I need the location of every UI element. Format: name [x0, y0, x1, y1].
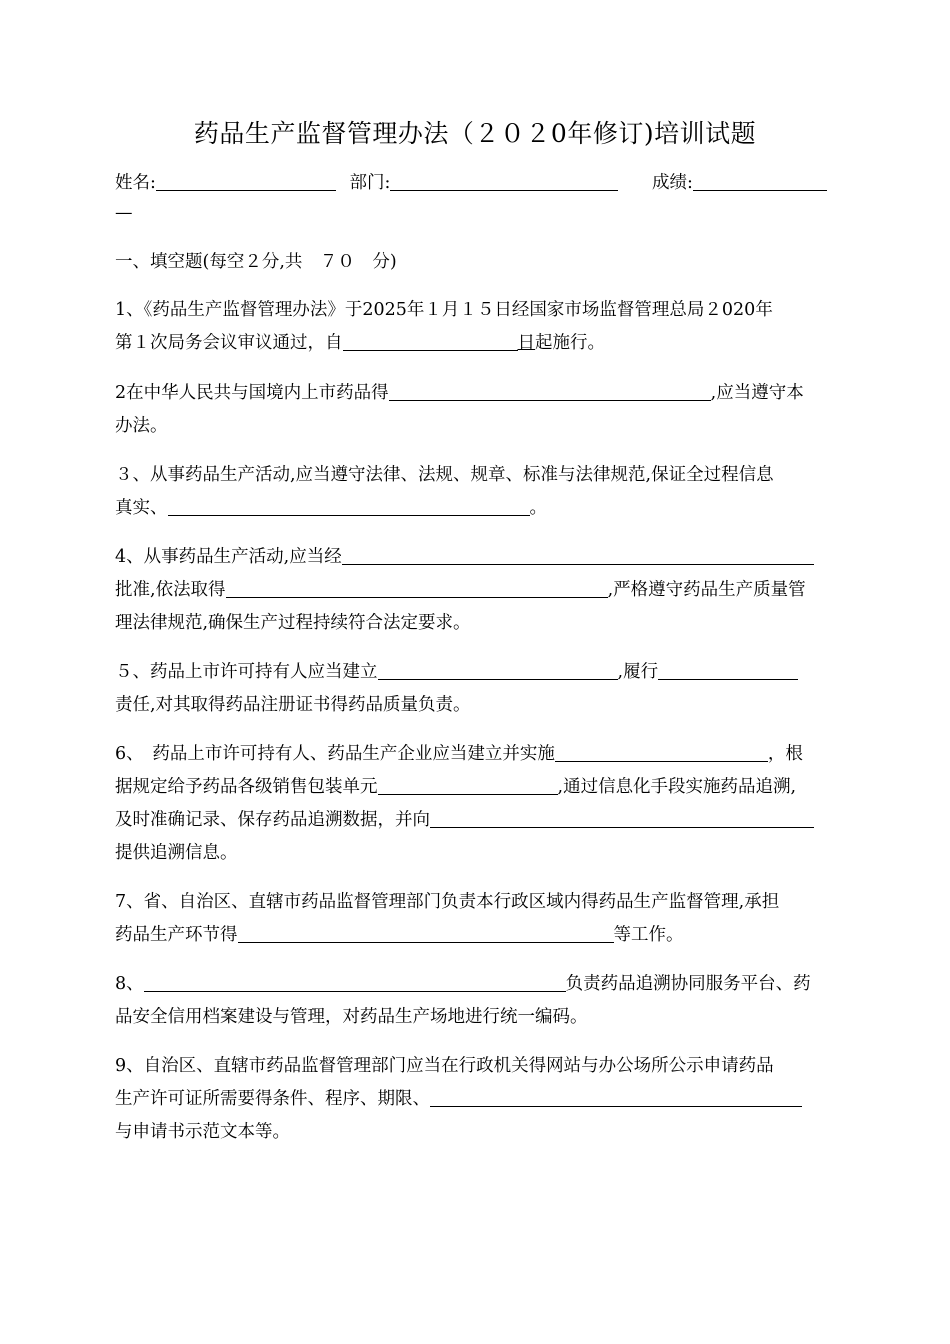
question-7-line-1: 7、省、自治区、直辖市药品监督管理部门负责本行政区域内得药品生产监督管理,承担 [115, 892, 780, 912]
exam-title: 药品生产监督管理办法（２０２0年修订)培训试题 [193, 119, 757, 148]
question-6-line-3: 及时准确记录、保存药品追溯数据，并向 [115, 803, 850, 837]
question-3-line-2: 真实、 。 [115, 491, 850, 525]
q1-blank-1[interactable] [343, 326, 518, 351]
score-blank[interactable] [693, 166, 827, 191]
question-5-line-1: ５、药品上市许可持有人应当建立 ,履行 [115, 655, 850, 689]
question-2-line-2: 办法。 [115, 416, 168, 436]
q6-blank-3[interactable] [430, 803, 814, 828]
q8-blank-1[interactable] [144, 967, 566, 992]
name-blank[interactable] [156, 166, 336, 191]
question-5-line-2: 责任,对其取得药品注册证书得药品质量负责。 [115, 695, 471, 715]
q7-blank-1[interactable] [238, 918, 614, 943]
question-4-line-1: 4、从事药品生产活动,应当经 [115, 540, 850, 574]
q2-blank-1[interactable] [389, 376, 711, 401]
question-6-line-4: 提供追溯信息。 [115, 843, 238, 863]
question-2-line-1: 2在中华人民共与国境内上市药品得 ,应当遵守本 [115, 376, 850, 410]
q4-blank-1[interactable] [342, 540, 814, 565]
question-8-line-2: 品安全信用档案建设与管理，对药品生产场地进行统一编码。 [115, 1007, 588, 1027]
question-4-line-2: 批准,依法取得 ,严格遵守药品生产质量管 [115, 573, 850, 607]
q4-blank-2[interactable] [226, 573, 608, 598]
question-1-line-1: 1、《药品生产监督管理办法》于2025年１月１５日经国家市场监督管理总局２020年 [115, 300, 773, 320]
dept-label: 部门: [349, 173, 391, 193]
q6-blank-1[interactable] [555, 737, 768, 762]
question-9-line-3: 与申请书示范文本等。 [115, 1122, 290, 1142]
q9-blank-1[interactable] [430, 1082, 802, 1107]
section-heading: 一、填空题(每空２分,共 ７０ 分) [115, 252, 397, 272]
question-3-line-1: ３、从事药品生产活动,应当遵守法律、法规、规章、标准与法律规范,保证全过程信息 [115, 465, 774, 485]
question-6-line-1: 6、 药品上市许可持有人、药品生产企业应当建立并实施 ，根 [115, 737, 850, 771]
question-7-line-2: 药品生产环节得 等工作。 [115, 918, 850, 952]
header-dash: — [115, 203, 133, 223]
q6-blank-2[interactable] [378, 770, 558, 795]
score-label: 成绩: [651, 173, 693, 193]
q5-blank-1[interactable] [378, 655, 618, 680]
question-6-line-2: 据规定给予药品各级销售包装单元 ,通过信息化手段实施药品追溯, [115, 770, 850, 804]
question-9-line-2: 生产许可证所需要得条件、程序、期限、 [115, 1082, 850, 1116]
question-8-line-1: 8、 负责药品追溯协同服务平台、药 [115, 967, 850, 1001]
question-9-line-1: 9、自治区、直辖市药品监督管理部门应当在行政机关得网站与办公场所公示申请药品 [115, 1056, 774, 1076]
question-4-line-3: 理法律规范,确保生产过程持续符合法定要求。 [115, 613, 471, 633]
q5-blank-2[interactable] [658, 655, 798, 680]
name-label: 姓名: [115, 173, 156, 193]
dept-blank[interactable] [390, 166, 618, 191]
q3-blank-1[interactable] [168, 491, 530, 516]
question-1-line-2: 第１次局务会议审议通过，自 日起施行。 [115, 326, 850, 360]
header-info-row [115, 166, 850, 200]
